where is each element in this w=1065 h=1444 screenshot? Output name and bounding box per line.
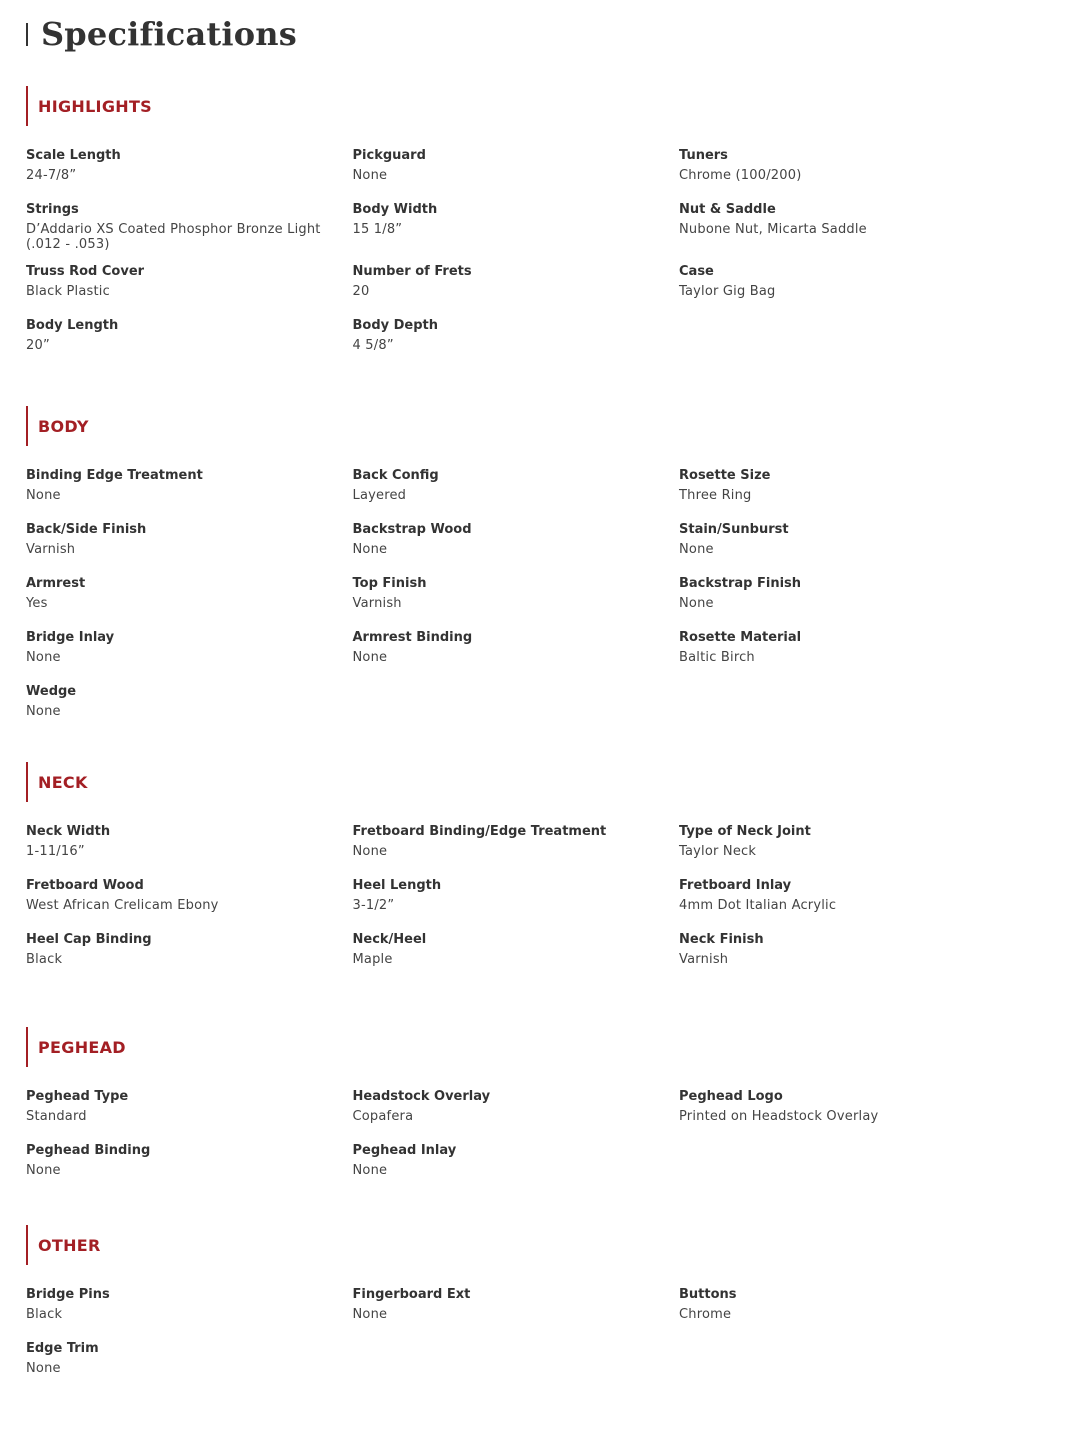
spec-value: Yes	[26, 596, 48, 611]
spec-value: None	[352, 1163, 388, 1178]
spec-label: Edge Trim	[26, 1341, 99, 1356]
spec-item-tuners	[679, 147, 1019, 190]
spec-item-armrest-binding	[353, 629, 680, 672]
spec-item-fingerboard-ext	[353, 1286, 680, 1329]
spec-label: Stain/Sunburst	[679, 522, 789, 537]
spec-value: D’Addario XS Coated Phosphor Bronze Light (.012 - .053)	[26, 222, 321, 252]
spec-value: None	[26, 650, 61, 665]
spec-item-rosette-size	[679, 467, 1019, 510]
spec-value: Black	[26, 1307, 63, 1322]
spec-label: Fretboard Inlay	[679, 878, 792, 893]
spec-item-body-length	[26, 317, 353, 360]
section-header	[26, 1225, 1026, 1265]
spec-value: Printed on Headstock Overlay	[679, 1109, 879, 1124]
section-peghead	[26, 1027, 1026, 1185]
spec-value: Varnish	[679, 952, 729, 967]
section-accent-bar	[26, 762, 28, 802]
spec-item-fretboard-wood	[26, 877, 353, 920]
spec-item-back-side-finish	[26, 521, 353, 564]
section-accent-bar	[26, 1027, 28, 1067]
spec-label: Case	[679, 264, 714, 279]
spec-value: Chrome	[679, 1307, 732, 1322]
spec-label: Peghead Binding	[26, 1143, 151, 1158]
spec-label: Backstrap Wood	[352, 522, 472, 537]
spec-item-type-of-neck-joint	[679, 823, 1019, 866]
spec-value: None	[352, 650, 388, 665]
spec-item-peghead-logo	[679, 1088, 1019, 1131]
spec-label: Rosette Size	[679, 468, 771, 483]
spec-item-back-config	[353, 467, 680, 510]
section-neck	[26, 762, 1026, 974]
spec-label: Fretboard Binding/Edge Treatment	[352, 824, 607, 839]
section-title: BODY	[38, 416, 89, 436]
spec-item-peghead-type	[26, 1088, 353, 1131]
spec-label: Nut & Saddle	[679, 202, 776, 217]
spec-value: Taylor Gig Bag	[679, 284, 776, 299]
spec-item-nut-saddle	[679, 201, 1019, 252]
spec-label: Rosette Material	[679, 630, 802, 645]
page-title-wrapper	[26, 14, 297, 54]
spec-label: Body Length	[26, 318, 119, 333]
spec-value: Three Ring	[679, 488, 752, 503]
spec-item-case	[679, 263, 1019, 306]
spec-item-backstrap-wood	[353, 521, 680, 564]
spec-label: Buttons	[679, 1287, 737, 1302]
spec-value: 20”	[26, 338, 50, 353]
spec-item-neck-heel	[353, 931, 680, 974]
spec-value: None	[26, 1361, 61, 1376]
spec-label: Back Config	[352, 468, 439, 483]
spec-item-body-width	[353, 201, 680, 252]
spec-value: None	[26, 1163, 61, 1178]
spec-value: Baltic Birch	[679, 650, 755, 665]
spec-value: None	[352, 844, 388, 859]
section-highlights	[26, 86, 1026, 360]
spec-item-rosette-material	[679, 629, 1019, 672]
spec-item-stain-sunburst	[679, 521, 1019, 564]
spec-value: None	[26, 488, 61, 503]
section-title: NECK	[38, 772, 88, 792]
spec-value: 24-7/8”	[26, 168, 77, 183]
spec-value: Maple	[352, 952, 393, 967]
spec-item-number-of-frets	[353, 263, 680, 306]
spec-value: None	[352, 1307, 388, 1322]
spec-item-peghead-binding	[26, 1142, 353, 1185]
spec-item-neck-width	[26, 823, 353, 866]
spec-label: Bridge Inlay	[26, 630, 115, 645]
spec-item-heel-cap-binding	[26, 931, 353, 974]
spec-label: Binding Edge Treatment	[26, 468, 203, 483]
spec-label: Headstock Overlay	[352, 1089, 491, 1104]
spec-value: 15 1/8”	[352, 222, 403, 237]
spec-grid	[26, 1088, 1026, 1185]
spec-value: 3-1/2”	[352, 898, 395, 913]
spec-grid	[26, 823, 1026, 974]
spec-label: Heel Cap Binding	[26, 932, 152, 947]
spec-label: Armrest Binding	[352, 630, 473, 645]
spec-label: Fretboard Wood	[26, 878, 144, 893]
spec-value: None	[679, 596, 714, 611]
spec-value: Varnish	[352, 596, 402, 611]
spec-value: West African Crelicam Ebony	[26, 898, 219, 913]
section-header	[26, 762, 1026, 802]
section-header	[26, 1027, 1026, 1067]
section-other	[26, 1225, 1026, 1383]
spec-item-wedge	[26, 683, 353, 726]
spec-value: Nubone Nut, Micarta Saddle	[679, 222, 867, 237]
spec-value: 20	[352, 284, 370, 299]
spec-label: Neck Finish	[679, 932, 764, 947]
spec-item-edge-trim	[26, 1340, 353, 1383]
spec-item-armrest	[26, 575, 353, 618]
spec-item-truss-rod-cover	[26, 263, 353, 306]
spec-value: None	[352, 542, 388, 557]
spec-value: 1-11/16”	[26, 844, 85, 859]
spec-label: Type of Neck Joint	[679, 824, 811, 839]
spec-item-bridge-pins	[26, 1286, 353, 1329]
spec-value: 4mm Dot Italian Acrylic	[679, 898, 837, 913]
spec-value: Layered	[352, 488, 407, 503]
spec-value: None	[26, 704, 61, 719]
section-body	[26, 406, 1026, 726]
spec-item-buttons	[679, 1286, 1019, 1329]
spec-label: Neck/Heel	[352, 932, 427, 947]
spec-label: Peghead Logo	[679, 1089, 783, 1104]
spec-item-backstrap-finish	[679, 575, 1019, 618]
spec-item-fretboard-binding-edge-treatment	[353, 823, 680, 866]
spec-label: Number of Frets	[352, 264, 472, 279]
spec-item-top-finish	[353, 575, 680, 618]
spec-item-pickguard	[353, 147, 680, 190]
spec-label: Neck Width	[26, 824, 111, 839]
spec-item-neck-finish	[679, 931, 1019, 974]
spec-label: Body Depth	[352, 318, 439, 333]
spec-label: Heel Length	[352, 878, 442, 893]
section-header	[26, 406, 1026, 446]
spec-label: Top Finish	[352, 576, 427, 591]
spec-label: Bridge Pins	[26, 1287, 110, 1302]
title-accent-bar	[26, 23, 28, 46]
spec-item-body-depth	[353, 317, 680, 360]
spec-label: Wedge	[26, 684, 77, 699]
spec-label: Backstrap Finish	[679, 576, 802, 591]
section-header	[26, 86, 1026, 126]
spec-value: Taylor Neck	[679, 844, 757, 859]
spec-item-heel-length	[353, 877, 680, 920]
spec-label: Peghead Type	[26, 1089, 129, 1104]
spec-label: Armrest	[26, 576, 86, 591]
spec-item-fretboard-inlay	[679, 877, 1019, 920]
spec-value: Standard	[26, 1109, 87, 1124]
page-title: Specifications	[41, 15, 297, 53]
spec-item-bridge-inlay	[26, 629, 353, 672]
section-accent-bar	[26, 1225, 28, 1265]
spec-value: None	[679, 542, 714, 557]
section-accent-bar	[26, 86, 28, 126]
spec-label: Scale Length	[26, 148, 121, 163]
spec-value: Copafera	[352, 1109, 414, 1124]
spec-value: Black Plastic	[26, 284, 110, 299]
spec-label: Truss Rod Cover	[26, 264, 145, 279]
spec-label: Pickguard	[352, 148, 426, 163]
spec-label: Fingerboard Ext	[352, 1287, 471, 1302]
spec-label: Body Width	[352, 202, 438, 217]
spec-item-headstock-overlay	[353, 1088, 680, 1131]
section-title: OTHER	[38, 1235, 101, 1255]
section-accent-bar	[26, 406, 28, 446]
spec-label: Back/Side Finish	[26, 522, 147, 537]
spec-label: Tuners	[679, 148, 728, 163]
spec-grid	[26, 467, 1026, 726]
spec-value: Chrome (100/200)	[679, 168, 802, 183]
spec-item-scale-length	[26, 147, 353, 190]
spec-item-binding-edge-treatment	[26, 467, 353, 510]
spec-item-strings	[26, 201, 353, 252]
spec-grid	[26, 1286, 1026, 1383]
section-title: HIGHLIGHTS	[38, 96, 152, 116]
spec-label: Peghead Inlay	[352, 1143, 457, 1158]
spec-value: Black	[26, 952, 63, 967]
spec-value: Varnish	[26, 542, 76, 557]
section-title: PEGHEAD	[38, 1037, 126, 1057]
spec-label: Strings	[26, 202, 79, 217]
spec-value: None	[352, 168, 388, 183]
spec-value: 4 5/8”	[352, 338, 394, 353]
spec-grid	[26, 147, 1026, 360]
spec-item-peghead-inlay	[353, 1142, 680, 1185]
